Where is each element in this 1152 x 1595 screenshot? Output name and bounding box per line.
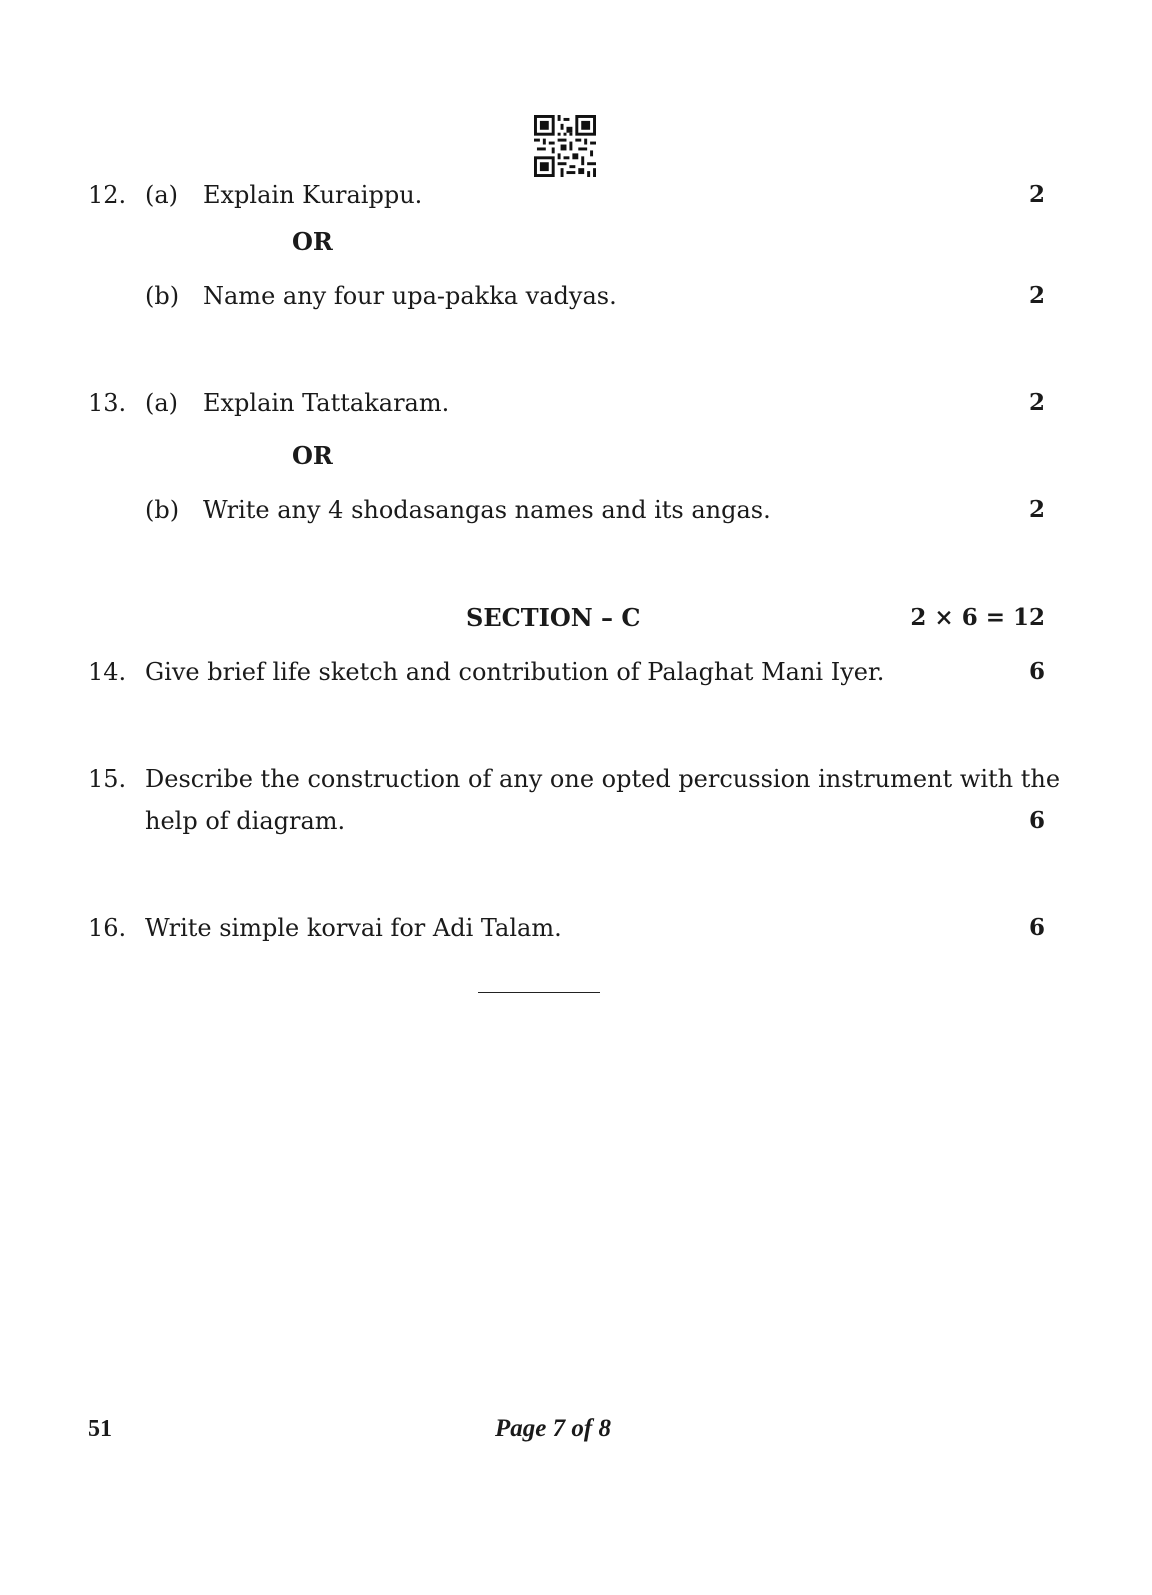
q13-number: 13. <box>88 389 127 417</box>
q15-text-line2: help of diagram. <box>145 807 346 835</box>
q12-number: 12. <box>88 181 127 209</box>
q16-text: Write simple korvai for Adi Talam. <box>145 914 562 942</box>
q12-b-text: Name any four upa-pakka vadyas. <box>203 282 617 310</box>
q12-a-marks: 2 <box>1028 181 1045 208</box>
end-rule <box>478 992 600 993</box>
q13-a-marks: 2 <box>1028 389 1045 416</box>
q13-b-label: (b) <box>145 496 180 524</box>
paper-code: 51 <box>88 1416 112 1442</box>
section-c-marks: 2 × 6 = 12 <box>910 604 1045 631</box>
q13-b-marks: 2 <box>1028 496 1045 523</box>
q15-number: 15. <box>88 765 127 793</box>
q12-b-marks: 2 <box>1028 282 1045 309</box>
q13-a-text: Explain Tattakaram. <box>203 389 450 417</box>
q14-marks: 6 <box>1028 658 1045 685</box>
q13-a-label: (a) <box>145 389 179 417</box>
qr-code <box>534 115 596 177</box>
q16-marks: 6 <box>1028 914 1045 941</box>
q12-or: OR <box>292 227 333 256</box>
q13-b-text: Write any 4 shodasangas names and its angas. <box>203 496 771 524</box>
q14-text: Give brief life sketch and contribution of Palaghat Mani Iyer. <box>145 658 885 686</box>
q15-marks: 6 <box>1028 807 1045 834</box>
q16-number: 16. <box>88 914 127 942</box>
q12-a-label: (a) <box>145 181 179 209</box>
q15-text-line1: Describe the construction of any one opted percussion instrument with the <box>145 765 1061 793</box>
q14-number: 14. <box>88 658 127 686</box>
q12-a-text: Explain Kuraippu. <box>203 181 423 209</box>
section-c-title: SECTION – C <box>466 603 641 632</box>
page-number: Page 7 of 8 <box>495 1415 611 1442</box>
q13-or: OR <box>292 441 333 470</box>
q12-b-label: (b) <box>145 282 180 310</box>
